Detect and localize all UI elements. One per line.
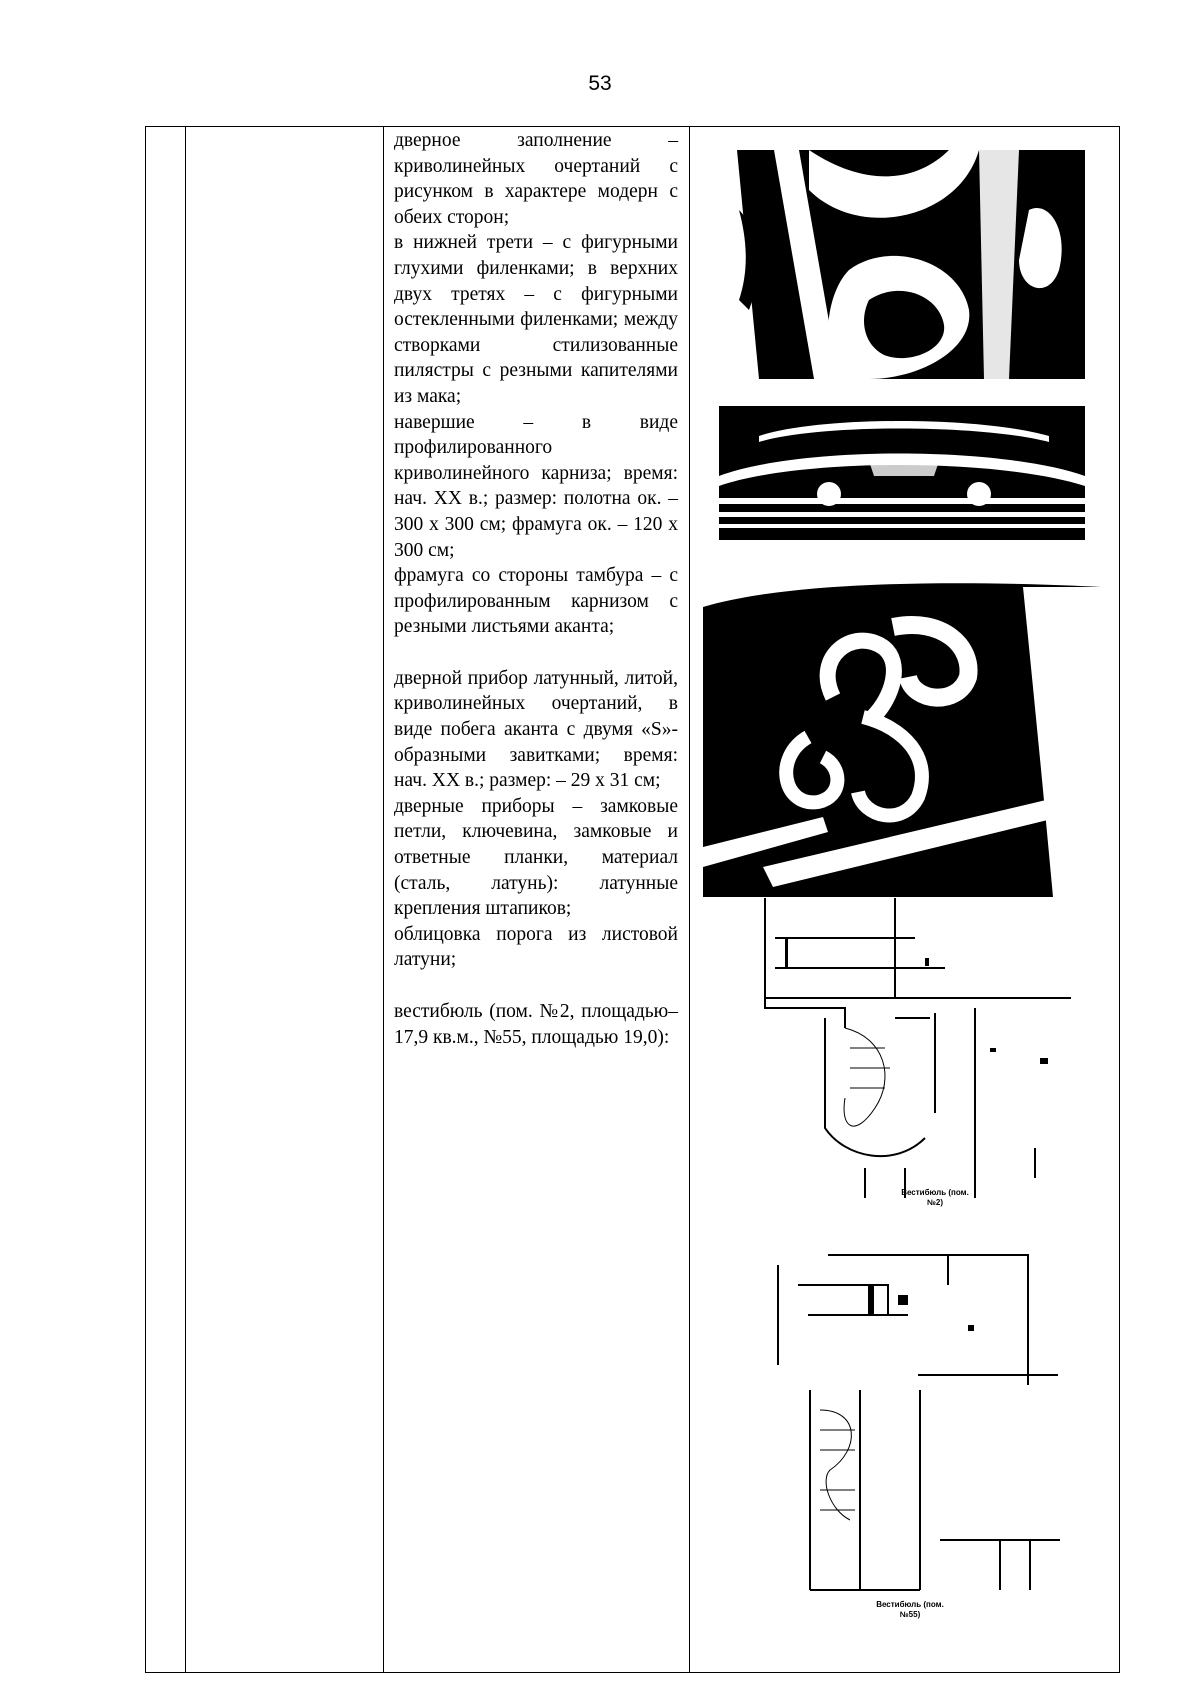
description-paragraph: в нижней трети – с фигурными глухими филенками; в верхних двух третях – с фигурными остекленными филенками; между створками стилизованные пилястры с резными капителями из мака; xyxy=(394,232,678,407)
floor-plan-upper xyxy=(745,898,1071,1208)
floor-plan-middle-drawing xyxy=(768,1245,1058,1390)
cornice-photo xyxy=(719,406,1085,540)
door-panel-photo-image xyxy=(719,150,1085,379)
floor-plan-lower xyxy=(800,1390,1060,1620)
floor-plan-upper-drawing xyxy=(745,898,1071,1208)
door-handle-photo xyxy=(703,567,1101,897)
description-paragraph: вестибюль (пом. №2, площадью–17,9 кв.м., №55, площадью 19,0): xyxy=(394,1001,678,1048)
description-paragraph: дверное заполнение – криволинейных очертаний с рисунком в характере модерн с обеих сторон; xyxy=(394,130,678,228)
floor-plan-lower-drawing xyxy=(800,1390,1060,1620)
paragraph-gap xyxy=(394,973,678,999)
description-paragraph: дверные приборы – замковые петли, ключевина, замковые и ответные планки, материал (сталь, латунь): латунные крепления штапиков; xyxy=(394,795,678,920)
description-column xyxy=(394,128,678,1050)
door-panel-photo xyxy=(719,150,1085,379)
column-divider-2 xyxy=(383,127,384,1672)
plan-label-upper: Вестибюль (пом.№2) xyxy=(901,1188,969,1207)
floor-plan-middle xyxy=(768,1245,1058,1390)
door-handle-photo-image xyxy=(703,567,1101,897)
plan-label-lower: Вестибюль (пом.№55) xyxy=(876,1600,944,1619)
column-divider-1 xyxy=(185,127,186,1672)
description-paragraph: фрамуга со стороны тамбура – с профилированным карнизом с резными листьями аканта; xyxy=(394,565,678,638)
description-paragraph: облицовка порога из листовой латуни; xyxy=(394,923,678,971)
description-paragraph: дверной прибор латунный, литой, криволинейных очертаний, в виде побега аканта с двумя «S»-образными завитками; время: нач. XX в.; размер: – 29 х 31 см; xyxy=(394,667,678,792)
page-number: 53 xyxy=(588,72,612,95)
column-divider-3 xyxy=(689,127,690,1672)
description-paragraph: навершие – в виде профилированного криволинейного карниза; время: нач. XX в.; размер: полотна ок. – 300 х 300 см; фрамуга ок. – 120 х 300 см; xyxy=(394,411,678,561)
paragraph-gap xyxy=(394,640,678,666)
cornice-photo-image xyxy=(719,406,1085,540)
